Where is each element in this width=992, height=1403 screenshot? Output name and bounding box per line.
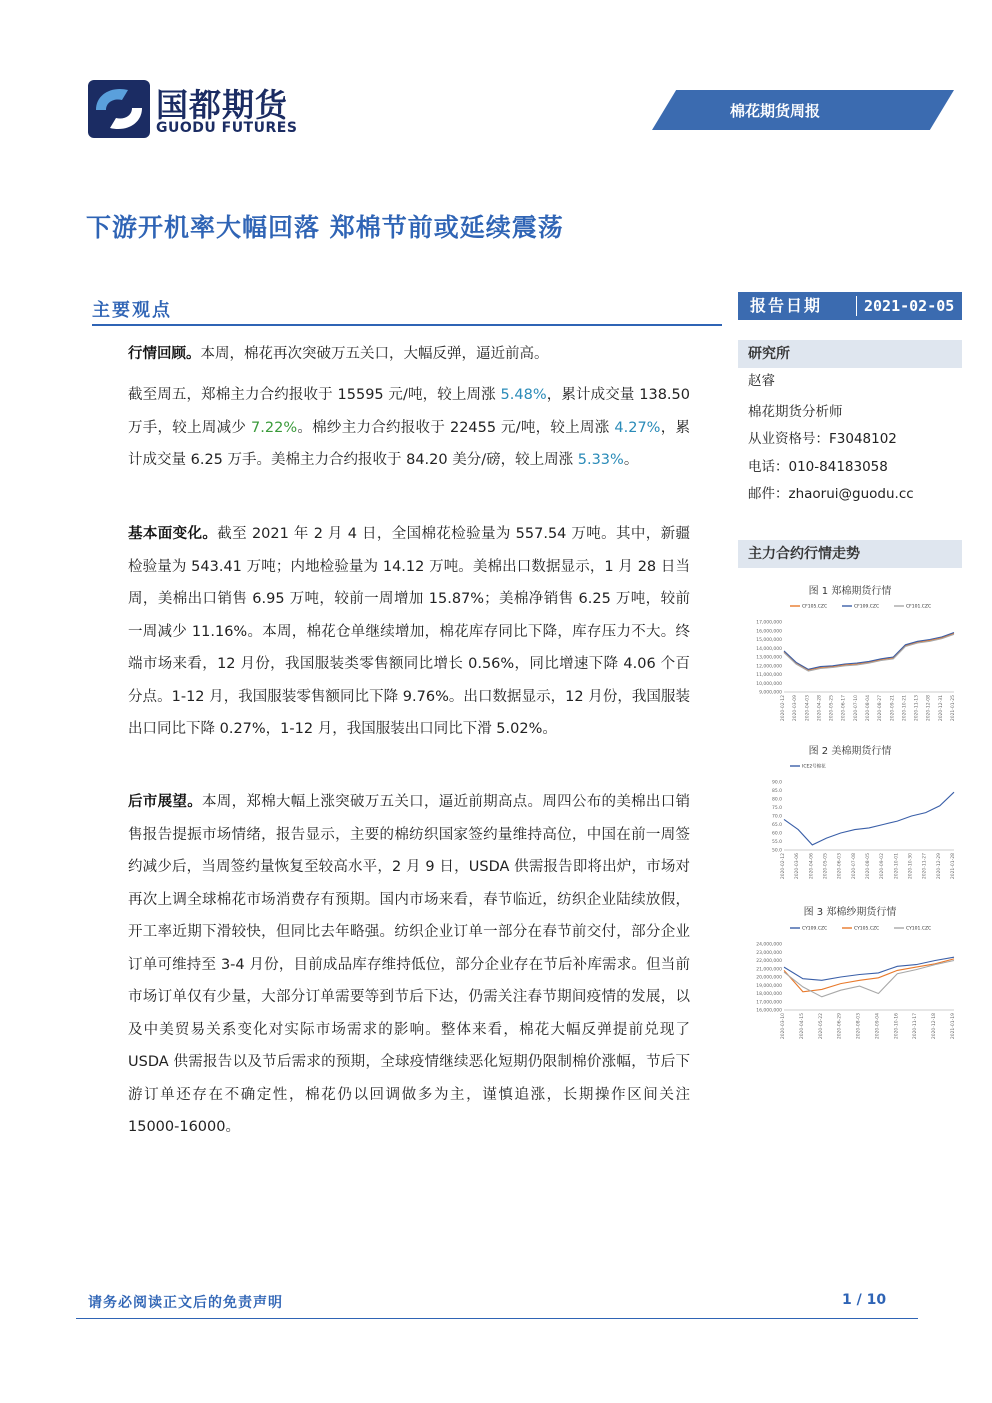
paragraph-text: 本周，郑棉大幅上涨突破万五关口，逼近前期高点。周四公布的美棉出口销售报告提振市场情绪，报告显示，主要的棉纺织国家签约量维持高位，中国在前一周签约减少后，当周签约量恢复至较高水平，2 月 9 日，USDA 供需报告即将出炉，市场对再次上调全球棉花市场消费存有预期。国内市场来看，春节临近，纺织企业陆续放假，开工率近期下滑较快，但同比去年略强。纺织企业订单一部分在春节前交付，部分企业订单可维持至 3-4 月份，目前成品库存维持低位，部分企业存在节后补库需求。但当前市场订单仅有少量，大部分订单需要等到节后下达，仍需关注春节期间疫情的发展，以及中美贸易关系变化对实际市场需求的影响。整体来看，棉花大幅反弹提前兑现了 USDA 供需报告以及节后需求的预期，全球疫情继续恶化短期仍限制棉价涨幅，节后下游订单还存在不确定性，棉花仍以回调做多为主，谨慎追涨，长期操作区间关注 15000-16000。 bbox=[128, 794, 691, 1135]
footer-divider bbox=[76, 1318, 918, 1319]
x-tick-label: 2020-04-28 bbox=[817, 695, 823, 722]
x-tick-label: 2020-08-03 bbox=[856, 1013, 862, 1040]
paragraph-outlook bbox=[128, 786, 690, 1144]
x-tick-label: 2020-05-05 bbox=[823, 853, 829, 880]
x-tick-label: 2020-10-01 bbox=[894, 853, 900, 880]
analyst-role: 棉花期货分析师 bbox=[748, 404, 843, 420]
x-tick-label: 2020-04-15 bbox=[799, 1013, 805, 1040]
x-tick-label: 2020-12-08 bbox=[926, 695, 932, 722]
text-segment: 。 bbox=[623, 452, 639, 468]
trend-section-header: 主力合约行情走势 bbox=[738, 540, 962, 568]
x-tick-label: 2020-03-06 bbox=[795, 853, 801, 880]
text-segment: ，累计成交量 138.50 万手，较上周减少 bbox=[128, 387, 690, 436]
x-tick-label: 2020-09-02 bbox=[880, 853, 886, 880]
paragraph-fundamentals bbox=[128, 518, 690, 746]
y-tick-label: 13,000,000 bbox=[756, 655, 782, 661]
y-tick-label: 14,000,000 bbox=[756, 646, 782, 652]
y-tick-label: 9,000,000 bbox=[759, 690, 782, 696]
y-tick-label: 22,000,000 bbox=[756, 959, 782, 964]
paragraph-lead: 行情回顾。 bbox=[128, 346, 201, 362]
y-tick-label: 55.0 bbox=[771, 840, 782, 845]
y-tick-label: 16,000,000 bbox=[756, 629, 782, 635]
date-separator bbox=[856, 296, 857, 316]
y-tick-label: 80.0 bbox=[771, 797, 782, 803]
paragraph-lead: 后市展望。 bbox=[128, 794, 202, 810]
department-header: 研究所 bbox=[738, 340, 962, 368]
text-segment: 截至周五，郑棉主力合约报收于 15595 元/吨，较上周涨 bbox=[128, 387, 501, 403]
analyst-phone: 电话：010-84183058 bbox=[748, 459, 888, 475]
x-tick-label: 2020-04-03 bbox=[805, 695, 811, 722]
chart-cotton-yarn bbox=[738, 918, 962, 1044]
analyst-license: 从业资格号：F3048102 bbox=[748, 431, 897, 447]
x-tick-label: 2020-07-10 bbox=[853, 695, 859, 722]
legend-label: CY101.CZC bbox=[906, 926, 932, 932]
pct-change-down: 7.22% bbox=[251, 419, 298, 436]
report-date-label: 报告日期 bbox=[750, 296, 823, 315]
x-tick-label: 2020-06-29 bbox=[837, 1013, 843, 1040]
report-date-box bbox=[738, 292, 962, 320]
chart-1-title: 图 1 郑棉期货行情 bbox=[808, 586, 892, 597]
chart-us-cotton bbox=[738, 756, 962, 884]
x-tick-label: 2020-10-16 bbox=[894, 1013, 900, 1040]
x-tick-label: 2021-01-25 bbox=[951, 695, 956, 722]
x-tick-label: 2020-05-22 bbox=[818, 1013, 824, 1040]
y-tick-label: 65.0 bbox=[771, 823, 782, 828]
y-tick-label: 10,000,000 bbox=[756, 681, 782, 687]
legend-label: CF101.CZC bbox=[906, 604, 932, 610]
analyst-name: 赵睿 bbox=[748, 373, 775, 389]
chart-3-title: 图 3 郑棉纱期货行情 bbox=[803, 907, 897, 918]
x-tick-label: 2020-06-17 bbox=[841, 695, 847, 722]
x-tick-label: 2021-01-19 bbox=[951, 1013, 956, 1040]
y-tick-label: 21,000,000 bbox=[756, 967, 782, 973]
pct-change-up: 5.48% bbox=[500, 387, 547, 403]
chart-2-title: 图 2 美棉期货行情 bbox=[808, 746, 892, 757]
disclaimer-note: 请务必阅读正文后的免责声明 bbox=[88, 1295, 283, 1311]
section-title: 主要观点 bbox=[92, 300, 172, 321]
text-segment: 。棉纱主力合约报收于 22455 元/吨，较上周涨 bbox=[297, 419, 615, 436]
x-tick-label: 2021-01-28 bbox=[951, 853, 956, 880]
x-tick-label: 2020-10-21 bbox=[902, 695, 908, 722]
x-tick-label: 2020-12-29 bbox=[936, 853, 942, 880]
y-tick-label: 60.0 bbox=[771, 831, 782, 837]
analyst-email: 邮件：zhaorui@guodu.cc bbox=[748, 486, 914, 502]
logo-english-name: GUODU FUTURES bbox=[156, 120, 298, 136]
y-tick-label: 20,000,000 bbox=[756, 975, 782, 981]
page-number: 1 / 10 bbox=[842, 1292, 887, 1308]
y-tick-label: 70.0 bbox=[771, 814, 782, 820]
x-tick-label: 2020-08-27 bbox=[878, 695, 884, 722]
series-line bbox=[784, 633, 954, 670]
pct-change-up: 5.33% bbox=[577, 452, 624, 468]
pct-change-up: 4.27% bbox=[614, 419, 661, 436]
y-tick-label: 23,000,000 bbox=[756, 950, 782, 956]
x-tick-label: 2020-08-05 bbox=[866, 853, 871, 880]
x-tick-label: 2020-08-04 bbox=[866, 695, 871, 722]
y-tick-label: 12,000,000 bbox=[756, 664, 782, 670]
y-tick-label: 17,000,000 bbox=[756, 620, 782, 626]
x-tick-label: 2020-09-21 bbox=[890, 695, 896, 722]
x-tick-label: 2020-12-31 bbox=[938, 695, 944, 722]
logo-chinese-name: 国都期货 bbox=[156, 86, 289, 124]
legend-label: CF105.CZC bbox=[802, 604, 828, 610]
legend-label: CY105.CZC bbox=[854, 926, 880, 932]
x-tick-label: 2020-09-04 bbox=[875, 1013, 881, 1040]
section-divider bbox=[92, 324, 722, 326]
paragraph-text: 本周，棉花再次突破万五关口，大幅反弹，逼近前高。 bbox=[200, 346, 549, 362]
x-tick-label: 2020-02-12 bbox=[781, 695, 786, 722]
y-tick-label: 50.0 bbox=[771, 848, 782, 854]
report-type-label: 棉花期货周报 bbox=[730, 102, 821, 120]
text-segment: ，累计成交量 6.25 万手。美棉主力合约报收于 84.20 美分/磅，较上周涨 bbox=[128, 419, 691, 468]
series-line bbox=[784, 792, 954, 845]
paragraph-market-review bbox=[128, 338, 690, 371]
x-tick-label: 2020-02-12 bbox=[781, 853, 786, 880]
y-tick-label: 17,000,000 bbox=[756, 1000, 782, 1006]
y-tick-label: 85.0 bbox=[771, 789, 782, 794]
legend-label: CF109.CZC bbox=[854, 604, 880, 610]
paragraph-lead: 基本面变化。 bbox=[128, 526, 218, 542]
x-tick-label: 2020-11-17 bbox=[913, 1013, 919, 1040]
paragraph-prices bbox=[128, 379, 690, 477]
series-line bbox=[784, 633, 954, 670]
y-tick-label: 24,000,000 bbox=[756, 942, 782, 948]
y-tick-label: 90.0 bbox=[771, 780, 782, 786]
legend-label: CY109.CZC bbox=[802, 926, 828, 932]
y-tick-label: 19,000,000 bbox=[756, 983, 782, 989]
x-tick-label: 2020-11-13 bbox=[914, 695, 920, 722]
report-date-value: 2021-02-05 bbox=[864, 297, 955, 315]
x-tick-label: 2020-06-03 bbox=[837, 853, 843, 880]
chart-zhengzhou-cotton bbox=[738, 596, 962, 726]
series-line bbox=[784, 959, 954, 992]
y-tick-label: 15,000,000 bbox=[756, 638, 782, 643]
x-tick-label: 2020-03-10 bbox=[781, 1013, 786, 1040]
x-tick-label: 2020-07-08 bbox=[851, 853, 857, 880]
report-title: 下游开机率大幅回落 郑棉节前或延续震荡 bbox=[86, 213, 564, 242]
x-tick-label: 2020-03-09 bbox=[793, 695, 799, 722]
legend-label: ICE2号棉花 bbox=[802, 764, 826, 770]
x-tick-label: 2020-05-25 bbox=[829, 695, 835, 722]
y-tick-label: 18,000,000 bbox=[756, 992, 782, 997]
company-logo-icon bbox=[88, 80, 150, 138]
paragraph-text: 截至 2021 年 2 月 4 日，全国棉花检验量为 557.54 万吨。其中，新疆检验量为 543.41 万吨；内地检验量为 14.12 万吨。美棉出口数据显示，1 月 28 日当周，美棉出口销售 6.95 万吨，较前一周增加 15.87%；美棉净销售 6.25 万吨，较前一周减少 11.16%。本周，棉花仓单继续增加，棉花库存同比下降，库存压力不大。终端市场来看，12 月份，我国服装类零售额同比增长 0.56%，同比增速下降 4.06 个百分点。1-12 月，我国服装零售额同比下降 9.76%。出口数据显示，12 月份，我国服装出口同比下降 0.27%，1-12 月，我国服装出口同比下滑 5.02%。 bbox=[128, 526, 690, 737]
y-tick-label: 16,000,000 bbox=[756, 1008, 782, 1014]
y-tick-label: 11,000,000 bbox=[756, 673, 782, 678]
series-line bbox=[784, 957, 954, 980]
x-tick-label: 2020-10-30 bbox=[908, 853, 914, 880]
x-tick-label: 2020-11-27 bbox=[922, 853, 928, 880]
x-tick-label: 2020-12-18 bbox=[932, 1013, 938, 1040]
y-tick-label: 75.0 bbox=[771, 806, 782, 811]
x-tick-label: 2020-04-06 bbox=[809, 853, 815, 880]
